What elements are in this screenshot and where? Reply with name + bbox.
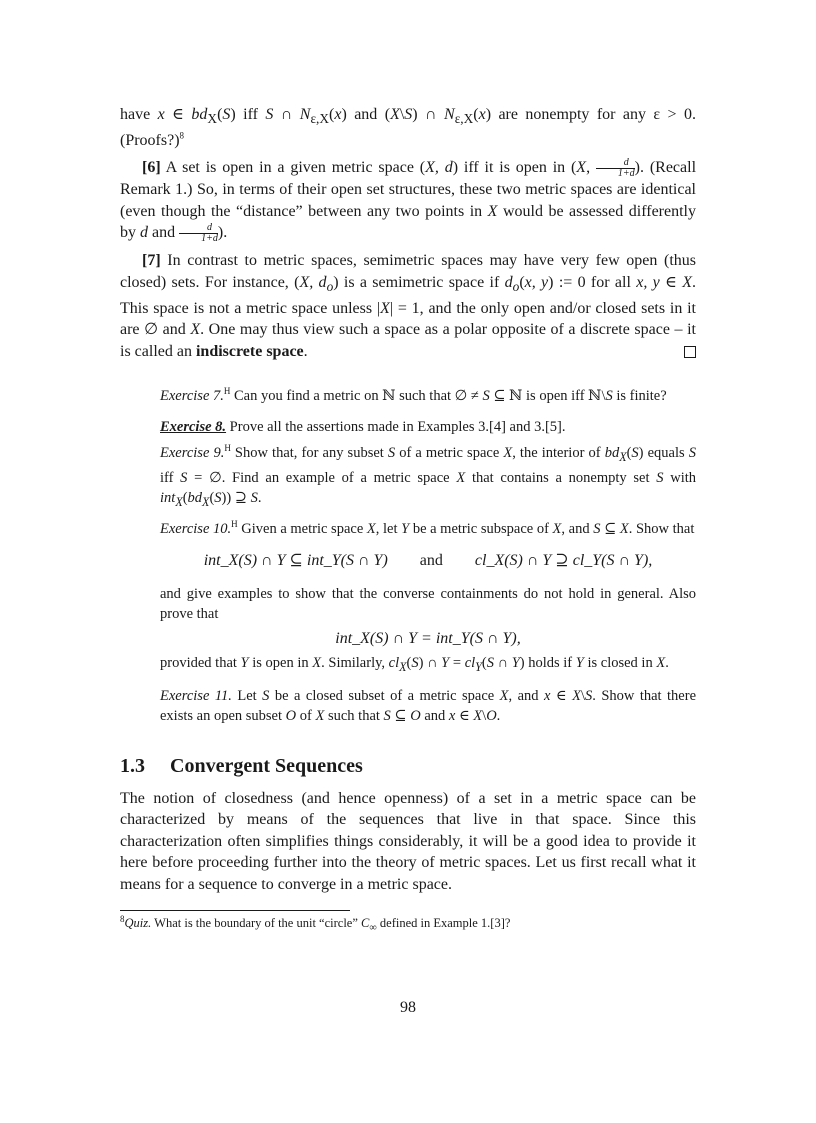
- exercise-10-continuation: and give examples to show that the converse containments do not hold in general. Also prove that: [160, 585, 696, 623]
- qed-box: [684, 346, 696, 358]
- exercise-10-display: [160, 551, 696, 572]
- exercise-8: [160, 417, 696, 438]
- footnote-ref: 8: [179, 130, 185, 141]
- section-title: Convergent Sequences: [170, 754, 363, 777]
- display-left: int_X(S) ∩ Y ⊆ int_Y(S ∩ Y): [203, 552, 388, 570]
- term-indiscrete-space: indiscrete space: [195, 342, 304, 360]
- exercise-8-label: Exercise 8.: [160, 418, 227, 435]
- section-paragraph: The notion of closedness (and hence openness) of a set in a metric space can be characterized by means of the sequences that live in that space. Since this characterization often simplifies things considerably, it will be a good idea to provide it here before proceeding further into the theory of metric spaces. Let us first recall what it means for a sequence to converge in a metric space.: [120, 789, 696, 893]
- display-and: and: [419, 552, 443, 570]
- page-number: 98: [400, 999, 416, 1016]
- exercises-block: [160, 386, 696, 726]
- exercise-11: Exercise 11. Let S be a closed subset of a metric space X, and x ∈ X\S. Show that there exists an open subset O of X such that S ⊆ O and x ∈ X\O.: [160, 687, 697, 725]
- display-right: cl_X(S) ∩ Y ⊇ cl_Y(S ∩ Y),: [474, 552, 653, 570]
- exercise-10-proviso: provided that Y is open in X. Similarly, $cl_X(S)$ ∩ $Y = cl_Y(S$ ∩ Y) holds if Y is closed in X.: [160, 655, 669, 675]
- page-body: [120, 104, 696, 936]
- exercise-10-display-2: int_X(S) ∩ Y = int_Y(S ∩ Y),: [335, 629, 521, 647]
- footnote-divider: [120, 910, 350, 911]
- exercise-9: Exercise 9.$^H$ Show that, for any subset S of a metric space X, the interior of $bd_X(S)$ equals S iff S = ∅. Find an example of a metric space X that contains a nonempty set S with $int_X(bd_X(S))$ ⊇ S.: [160, 443, 696, 510]
- footnote: $^8$Quiz. What is the boundary of the unit “circle” $C_\infty$ defined in Example 1.[3]?: [120, 913, 511, 934]
- exercise-7-label: Exercise 7.: [160, 388, 224, 405]
- exercise-9-label: Exercise 9.: [160, 445, 225, 462]
- example-7-label: [7]: [142, 252, 161, 270]
- example-6-label: [6]: [142, 159, 161, 177]
- paragraph-boundary: have x ∈ $bd_X(S)$ iff S ∩ $N_{\varepsilon,X}(x)$ and (X\S) ∩ $N_{\varepsilon,X}(x)$ are nonempty for any ε > 0. (Proofs?)$^8$: [120, 106, 697, 149]
- section-heading: [120, 755, 696, 778]
- exercise-8-text: Prove all the assertions made in Examples 3.[4] and 3.[5].: [229, 418, 566, 435]
- example-6: [6] A set is open in a given metric space (X, d) iff it is open in (X, $\frac{d}{1+d}$ ). (Recall Remark 1.) So, in terms of their open set structures, these two metric spaces are identical (even though the “distance” between any two points in X would be assessed differently by d and $\frac{d}{1+d}$ ).: [120, 157, 697, 245]
- exercise-10: Exercise 10.$^H$ Given a metric space X, let Y be a metric subspace of X, and S ⊆ X. Show that: [160, 518, 695, 537]
- exercise-7: Exercise 7.$^H$ Can you find a metric on ℕ such that ∅ ≠ S ⊆ ℕ is open iff ℕ\S is finite?: [160, 386, 667, 405]
- exercise-11-label: Exercise 11.: [160, 687, 232, 704]
- section-number: 1.3: [120, 754, 145, 777]
- example-7: [7] In contrast to metric spaces, semimetric spaces may have very few open (thus closed) sets. For instance, (X, $d_o$) is a semimetric space if $d_o(x$, y) := 0 for all x, y ∈ X. This space is not a metric space unless |X| = 1, and the only open and/or closed sets in it are ∅ and X. One may thus view such a space as a polar opposite of a discrete space – it is called an indiscrete space.: [120, 252, 697, 360]
- exercise-10-label: Exercise 10.: [160, 520, 232, 537]
